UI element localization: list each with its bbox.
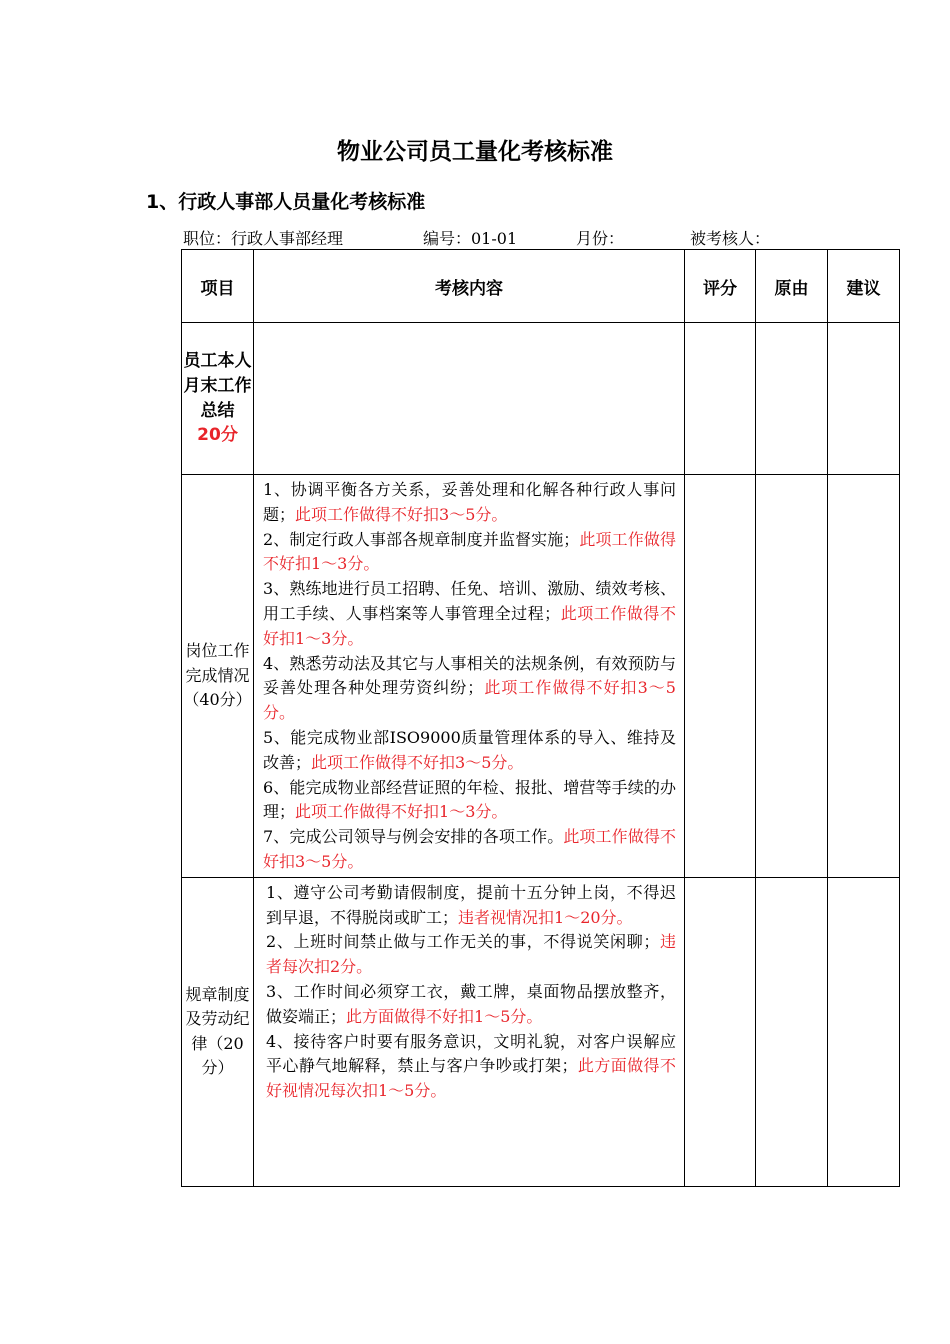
criterion: 3、熟练地进行员工招聘、任免、培训、激励、绩效考核、用工手续、人事档案等人事管理全过程；此项工作做得不好扣1～3分。: [263, 579, 676, 648]
table-row: [182, 877, 900, 1186]
criterion: 4、接待客户时要有服务意识，文明礼貌，对客户误解应平心静气地解释，禁止与客户争吵或打架；此方面做得不好视情况每次扣1～5分。: [266, 1031, 676, 1101]
reason-cell[interactable]: [756, 877, 828, 1186]
criterion: 2、制定行政人事部各规章制度并监督实施；此项工作做得不好扣1～3分。: [263, 529, 676, 574]
score-cell[interactable]: [685, 323, 756, 475]
row-item-duties: 岗位工作完成情况（40分）: [182, 475, 254, 878]
suggestion-cell[interactable]: [828, 877, 900, 1186]
header-score: 评分: [685, 250, 756, 323]
section-title: 1、行政人事部人员量化考核标准: [146, 191, 426, 213]
item-points: 20分: [197, 425, 238, 446]
item-label: 员工本人月末工作总结: [183, 351, 252, 421]
content-cell: [254, 877, 685, 1186]
header-content: 考核内容: [254, 250, 685, 323]
criterion: 3、工作时间必须穿工衣，戴工牌，桌面物品摆放整齐，做姿端正；此方面做得不好扣1～5分。: [266, 981, 676, 1026]
position-label: 职位：行政人事部经理: [183, 229, 344, 248]
criterion: 6、能完成物业部经营证照的年检、报批、增营等手续的办理；此项工作做得不好扣1～3分。: [263, 777, 676, 822]
table-row: [182, 323, 900, 475]
month-label: 月份：: [576, 229, 625, 248]
document-title: 物业公司员工量化考核标准: [337, 139, 613, 165]
number-label: 编号：01-01: [423, 229, 518, 248]
score-cell[interactable]: [685, 877, 756, 1186]
suggestion-cell[interactable]: [828, 323, 900, 475]
criterion: 4、熟悉劳动法及其它与人事相关的法规条例，有效预防与妥善处理各种处理劳资纠纷；此项工作做得不好扣3～5分。: [263, 653, 676, 723]
assessment-table: [181, 249, 900, 1187]
criterion: 1、协调平衡各方关系，妥善处理和化解各种行政人事问题；此项工作做得不好扣3～5分。: [263, 480, 676, 524]
reason-cell[interactable]: [756, 323, 828, 475]
score-cell[interactable]: [685, 475, 756, 878]
content-cell[interactable]: [254, 323, 685, 475]
row-item-discipline: 规章制度及劳动纪律（20分）: [182, 877, 254, 1186]
header-reason: 原由: [756, 250, 828, 323]
criterion: 7、完成公司领导与例会安排的各项工作。此项工作做得不好扣3～5分。: [263, 827, 676, 871]
header-item: 项目: [182, 250, 254, 323]
row-item-summary: [182, 323, 254, 475]
criterion: 5、能完成物业部ISO9000质量管理体系的导入、维持及改善；此项工作做得不好扣3～5分。: [263, 727, 676, 772]
criterion: 2、上班时间禁止做与工作无关的事，不得说笑闲聊；违者每次扣2分。: [266, 932, 676, 977]
content-cell: [254, 475, 685, 878]
reason-cell[interactable]: [756, 475, 828, 878]
criterion: 1、遵守公司考勤请假制度，提前十五分钟上岗，不得迟到早退，不得脱岗或旷工；违者视情况扣1～20分。: [266, 882, 676, 927]
assessee-label: 被考核人：: [690, 229, 771, 248]
header-suggestion: 建议: [828, 250, 900, 323]
table-header-row: [182, 250, 900, 323]
suggestion-cell[interactable]: [828, 475, 900, 878]
table-row: [182, 475, 900, 878]
